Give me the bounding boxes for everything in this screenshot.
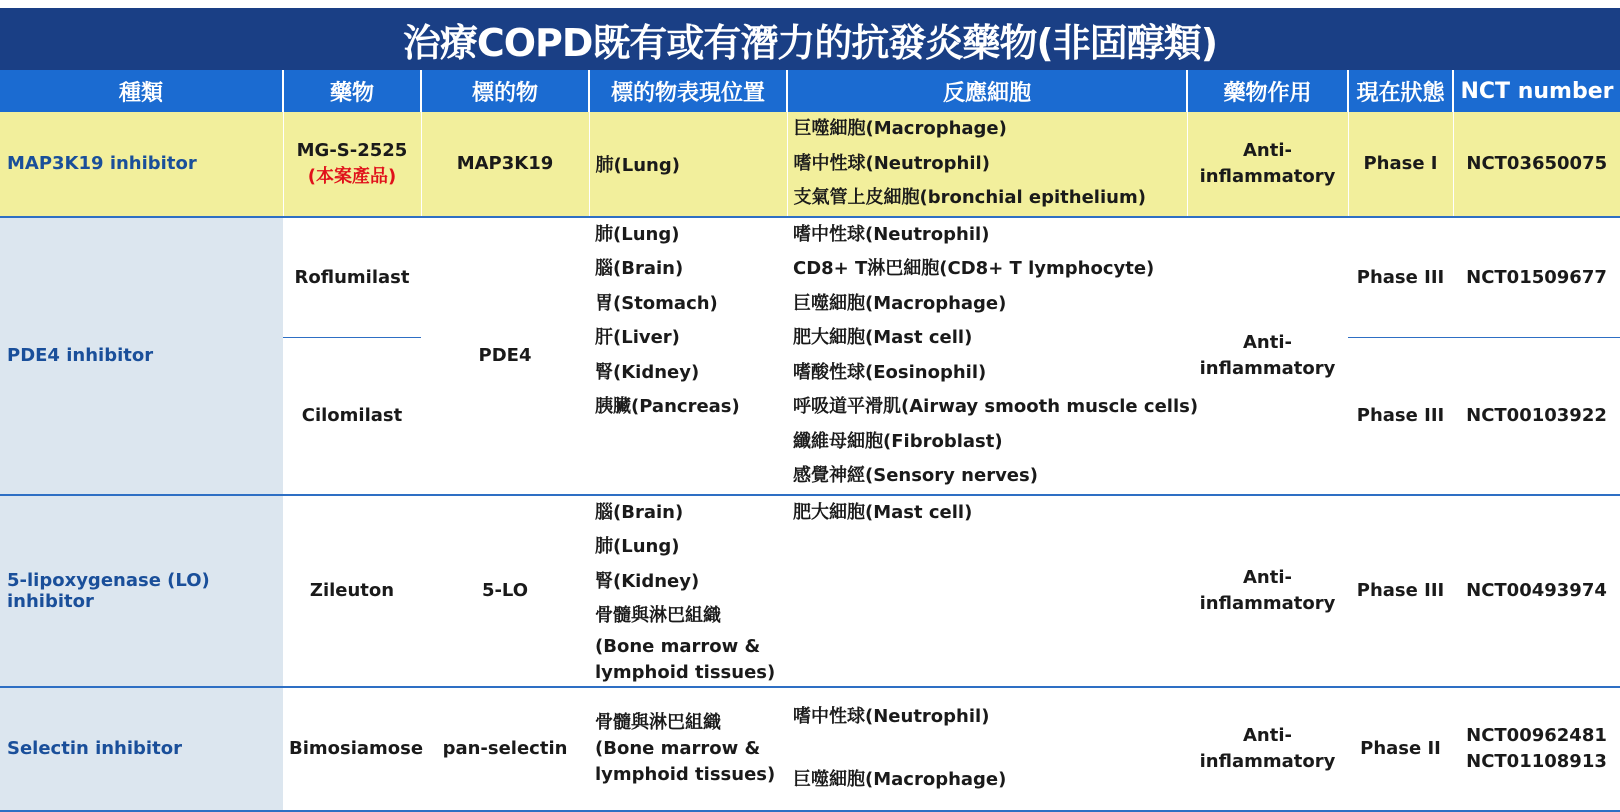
nct-cell: NCT03650075	[1453, 112, 1620, 217]
drug-cell: Zileuton	[283, 495, 421, 687]
target-cell: 5-LO	[421, 495, 589, 687]
action-cell	[1187, 687, 1348, 811]
class-cell: Selectin inhibitor	[0, 687, 283, 811]
table-row-selectin	[0, 687, 1620, 811]
location-item: 肺(Lung)	[595, 223, 680, 245]
cells-cell	[787, 495, 1187, 687]
action-cell	[1187, 217, 1348, 495]
action-line: inflammatory	[1199, 357, 1336, 379]
cell-item: 巨噬細胞(Macrophage)	[793, 768, 1007, 790]
cell-item: 嗜酸性球(Eosinophil)	[793, 361, 987, 383]
cell-item: 嗜中性球(Neutrophil)	[793, 152, 990, 174]
header-target: 標的物	[421, 70, 589, 112]
location-item: (Bone marrow &	[595, 737, 761, 759]
nct-cell: NCT00493974	[1453, 495, 1620, 687]
target-cell: PDE4	[421, 217, 589, 495]
cell-item: 巨噬細胞(Macrophage)	[793, 118, 1007, 139]
location-item: 肺(Lung)	[595, 536, 680, 557]
cells-cell	[787, 687, 1187, 811]
cell-item: 巨噬細胞(Macrophage)	[793, 292, 1007, 314]
status-cell: Phase I	[1348, 112, 1453, 217]
nct-cell	[1453, 687, 1620, 811]
cell-item: 支氣管上皮細胞(bronchial epithelium)	[793, 187, 1146, 208]
cell-item: 嗜中性球(Neutrophil)	[793, 223, 990, 245]
drug-note: (本案產品)	[307, 165, 397, 187]
location-cell	[589, 495, 787, 687]
location-cell	[589, 217, 787, 495]
class-cell: PDE4 inhibitor	[0, 217, 283, 495]
header-nct: NCT number	[1453, 70, 1620, 112]
table-row-5lo	[0, 495, 1620, 687]
action-line: inflammatory	[1199, 750, 1336, 772]
cell-item: 感覺神經(Sensory nerves)	[793, 465, 1038, 486]
table-row-map3k19	[0, 112, 1620, 217]
location-item: 腎(Kidney)	[595, 570, 700, 592]
header-row	[0, 70, 1620, 112]
action-line: inflammatory	[1199, 165, 1336, 187]
cells-cell	[787, 112, 1187, 217]
location-item: 腎(Kidney)	[595, 361, 700, 383]
class-cell: MAP3K19 inhibitor	[0, 112, 283, 217]
header-drug: 藥物	[283, 70, 421, 112]
location-item: 骨髓與淋巴組織	[595, 605, 721, 626]
cell-item: 纖維母細胞(Fibroblast)	[793, 430, 1003, 452]
status-cell: Phase III	[1348, 217, 1453, 338]
spacer	[793, 735, 1181, 763]
drug-name: MG-S-2525	[296, 139, 408, 161]
location-item: lymphoid tissues)	[595, 661, 776, 683]
target-cell: pan-selectin	[421, 687, 589, 811]
cell-item: 嗜中性球(Neutrophil)	[793, 706, 990, 727]
header-location: 標的物表現位置	[589, 70, 787, 112]
cells-cell	[787, 217, 1199, 495]
location-cell: 肺(Lung)	[589, 112, 787, 217]
target-cell: MAP3K19	[421, 112, 589, 217]
nct-item: NCT01108913	[1466, 750, 1607, 772]
nct-cell: NCT01509677	[1453, 217, 1620, 338]
action-cell	[1187, 112, 1348, 217]
action-line: Anti-	[1243, 724, 1292, 746]
action-line: Anti-	[1243, 566, 1292, 588]
header-class: 種類	[0, 70, 283, 112]
page-title: 治療COPD既有或有潛力的抗發炎藥物(非固醇類)	[0, 8, 1620, 70]
status-cell: Phase II	[1348, 687, 1453, 811]
cell-item: 肥大細胞(Mast cell)	[793, 327, 973, 348]
action-line: inflammatory	[1199, 592, 1336, 614]
drug-cell	[283, 112, 421, 217]
drug-cell: Bimosiamose	[283, 687, 421, 811]
drug-table	[0, 70, 1620, 812]
location-item: 骨髓與淋巴組織	[595, 711, 721, 733]
cell-item: 肥大細胞(Mast cell)	[793, 501, 973, 523]
location-item: 胃(Stomach)	[595, 292, 718, 314]
header-cells: 反應細胞	[787, 70, 1187, 112]
header-status: 現在狀態	[1348, 70, 1453, 112]
cell-item: CD8+ T淋巴細胞(CD8+ T lymphocyte)	[793, 258, 1155, 279]
table-row-pde4-roflumilast	[0, 217, 1620, 338]
location-item: 肝(Liver)	[595, 327, 680, 348]
action-cell	[1187, 495, 1348, 687]
location-cell	[589, 687, 787, 811]
action-line: Anti-	[1243, 139, 1292, 161]
location-item: 腦(Brain)	[595, 501, 684, 523]
drug-cell: Roflumilast	[283, 217, 421, 338]
status-cell: Phase III	[1348, 495, 1453, 687]
location-item: 腦(Brain)	[595, 258, 684, 279]
location-item: lymphoid tissues)	[595, 763, 776, 785]
header-action: 藥物作用	[1187, 70, 1348, 112]
class-cell: 5-lipoxygenase (LO) inhibitor	[0, 495, 283, 687]
drug-cell: Cilomilast	[283, 337, 421, 494]
cell-item: 呼吸道平滑肌(Airway smooth muscle cells)	[793, 396, 1199, 417]
location-item: (Bone marrow &	[595, 635, 761, 657]
nct-item: NCT00962481	[1466, 724, 1607, 746]
location-item: 胰臟(Pancreas)	[595, 396, 740, 417]
action-line: Anti-	[1243, 331, 1292, 353]
nct-cell: NCT00103922	[1453, 337, 1620, 494]
status-cell: Phase III	[1348, 337, 1453, 494]
